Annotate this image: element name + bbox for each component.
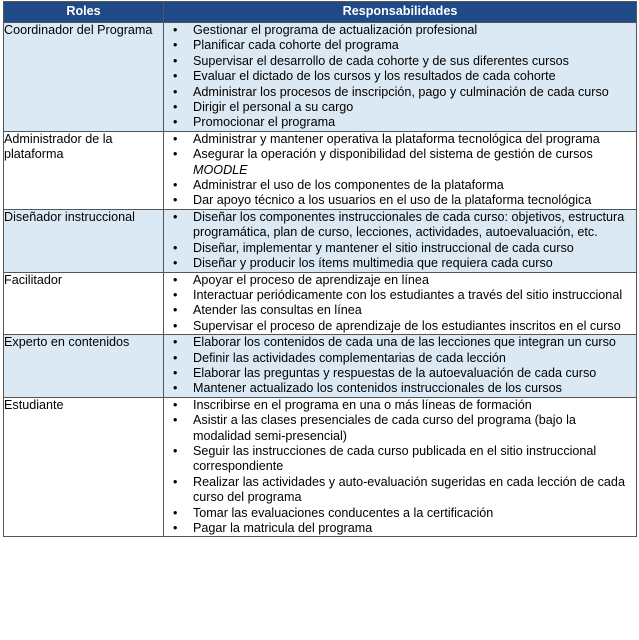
item-text: Administrar y mantener operativa la plataforma tecnológica del programa bbox=[193, 131, 600, 146]
item-text: Realizar las actividades y auto-evaluación sugeridas en cada lección de cada curso del programa bbox=[193, 474, 625, 505]
responsibility-list bbox=[164, 273, 636, 335]
bullet: • bbox=[173, 335, 178, 350]
moodle-text: MOODLE bbox=[193, 162, 248, 177]
bullet: • bbox=[173, 23, 178, 37]
table-row bbox=[4, 131, 637, 209]
table-row bbox=[4, 209, 637, 272]
list-item bbox=[164, 475, 636, 506]
item-text: Elaborar los contenidos de cada una de las lecciones que integran un curso bbox=[193, 335, 616, 350]
list-item bbox=[164, 351, 636, 366]
header-responsibilities: Responsabilidades bbox=[164, 2, 637, 23]
list-item bbox=[164, 319, 636, 334]
responsibility-list bbox=[164, 398, 636, 537]
list-item bbox=[164, 147, 636, 178]
item-text: Dar apoyo técnico a los usuarios en el uso de la plataforma tecnológica bbox=[193, 193, 592, 208]
bullet: • bbox=[173, 69, 178, 84]
item-text: Promocionar el programa bbox=[193, 115, 336, 130]
list-item bbox=[164, 132, 636, 147]
bullet: • bbox=[173, 38, 178, 53]
list-item bbox=[164, 256, 636, 271]
bullet: • bbox=[173, 147, 178, 162]
item-text: Administrar los procesos de inscripción, pago y culminación de cada curso bbox=[193, 84, 609, 99]
bullet: • bbox=[173, 413, 178, 428]
role-cell: Estudiante bbox=[4, 397, 164, 537]
bullet: • bbox=[173, 53, 178, 68]
list-item bbox=[164, 303, 636, 318]
item-text: Asistir a las clases presenciales de cada curso del programa (bajo la modalidad semi-presencial) bbox=[193, 413, 576, 443]
role-cell: Facilitador bbox=[4, 272, 164, 335]
table-row bbox=[4, 335, 637, 398]
list-item bbox=[164, 444, 636, 475]
item-text: Asegurar la operación y disponibilidad del sistema de gestión de cursos bbox=[193, 147, 593, 162]
item-text: Seguir las instrucciones de cada curso publicada en el sitio instruccional correspondiente bbox=[193, 443, 597, 474]
bullet: • bbox=[173, 397, 178, 412]
responsibilities-cell bbox=[164, 209, 637, 272]
list-item bbox=[164, 210, 636, 241]
responsibility-list bbox=[164, 335, 636, 397]
bullet: • bbox=[173, 365, 178, 380]
bullet: • bbox=[173, 287, 178, 302]
list-item bbox=[164, 38, 636, 53]
list-item bbox=[164, 506, 636, 521]
bullet: • bbox=[173, 178, 178, 193]
item-text: Dirigir el personal a su cargo bbox=[193, 100, 354, 115]
item-text: Inscribirse en el programa en una o más líneas de formación bbox=[193, 397, 532, 412]
list-item bbox=[164, 413, 636, 444]
list-item bbox=[164, 288, 636, 303]
role-cell: Coordinador del Programa bbox=[4, 23, 164, 132]
item-text: Mantener actualizado los contenidos instruccionales de los cursos bbox=[193, 381, 562, 396]
list-item bbox=[164, 398, 636, 413]
list-item bbox=[164, 366, 636, 381]
item-text: Diseñar, implementar y mantener el sitio instruccional de cada curso bbox=[193, 240, 574, 255]
role-cell: Administrador de la plataforma bbox=[4, 131, 164, 209]
table-row bbox=[4, 397, 637, 537]
item-text: Interactuar periódicamente con los estudiantes a través del sitio instruccional bbox=[193, 287, 623, 302]
bullet: • bbox=[173, 100, 178, 115]
item-text: Diseñar los componentes instruccionales de cada curso: objetivos, estructura programática, plan de curso, lecciones, actividades, autoevaluación, etc. bbox=[193, 209, 625, 240]
responsibilities-cell bbox=[164, 397, 637, 537]
item-text: Evaluar el dictado de los cursos y los resultados de cada cohorte bbox=[193, 69, 556, 84]
role-cell: Diseñador instruccional bbox=[4, 209, 164, 272]
responsibilities-cell bbox=[164, 335, 637, 398]
role-cell: Experto en contenidos bbox=[4, 335, 164, 398]
responsibilities-cell bbox=[164, 131, 637, 209]
list-item bbox=[164, 381, 636, 396]
list-item bbox=[164, 241, 636, 256]
bullet: • bbox=[173, 272, 178, 287]
bullet: • bbox=[173, 131, 178, 146]
item-text: Planificar cada cohorte del programa bbox=[193, 38, 399, 53]
bullet: • bbox=[173, 521, 178, 535]
list-item bbox=[164, 273, 636, 288]
list-item bbox=[164, 335, 636, 350]
bullet: • bbox=[173, 256, 178, 271]
bullet: • bbox=[173, 193, 178, 208]
bullet: • bbox=[173, 115, 178, 130]
responsibility-list bbox=[164, 132, 636, 209]
list-item bbox=[164, 54, 636, 69]
item-text: Tomar las evaluaciones conducentes a la certificación bbox=[193, 505, 494, 520]
bullet: • bbox=[173, 84, 178, 99]
item-text: Diseñar y producir los ítems multimedia que requiera cada curso bbox=[193, 256, 553, 271]
item-text: Apoyar el proceso de aprendizaje en línea bbox=[193, 272, 429, 287]
bullet: • bbox=[173, 443, 178, 458]
list-item bbox=[164, 178, 636, 193]
table-row bbox=[4, 272, 637, 335]
list-item bbox=[164, 100, 636, 115]
bullet: • bbox=[173, 505, 178, 520]
table-row bbox=[4, 23, 637, 132]
bullet: • bbox=[173, 381, 178, 396]
responsibilities-cell bbox=[164, 272, 637, 335]
bullet: • bbox=[173, 209, 178, 224]
bullet: • bbox=[173, 240, 178, 255]
responsibility-list bbox=[164, 23, 636, 131]
item-text: Supervisar el desarrollo de cada cohorte y de sus diferentes cursos bbox=[193, 53, 569, 68]
item-text: Administrar el uso de los componentes de la plataforma bbox=[193, 178, 504, 193]
header-roles: Roles bbox=[4, 2, 164, 23]
responsibilities-cell bbox=[164, 23, 637, 132]
bullet: • bbox=[173, 318, 178, 333]
roles-table bbox=[3, 1, 637, 537]
item-text: Pagar la matricula del programa bbox=[193, 521, 373, 535]
bullet: • bbox=[173, 350, 178, 365]
header-row bbox=[4, 2, 637, 23]
item-text: Gestionar el programa de actualización profesional bbox=[193, 23, 478, 37]
bullet: • bbox=[173, 303, 178, 318]
list-item bbox=[164, 115, 636, 130]
item-text: Supervisar el proceso de aprendizaje de los estudiantes inscritos en el curso bbox=[193, 318, 621, 333]
list-item bbox=[164, 85, 636, 100]
item-text: Elaborar las preguntas y respuestas de la autoevaluación de cada curso bbox=[193, 365, 597, 380]
list-item bbox=[164, 69, 636, 84]
responsibility-list bbox=[164, 210, 636, 272]
list-item bbox=[164, 193, 636, 208]
list-item bbox=[164, 23, 636, 38]
item-text: Definir las actividades complementarias de cada lección bbox=[193, 350, 506, 365]
list-item bbox=[164, 521, 636, 536]
item-text: Atender las consultas en línea bbox=[193, 303, 362, 318]
bullet: • bbox=[173, 474, 178, 489]
